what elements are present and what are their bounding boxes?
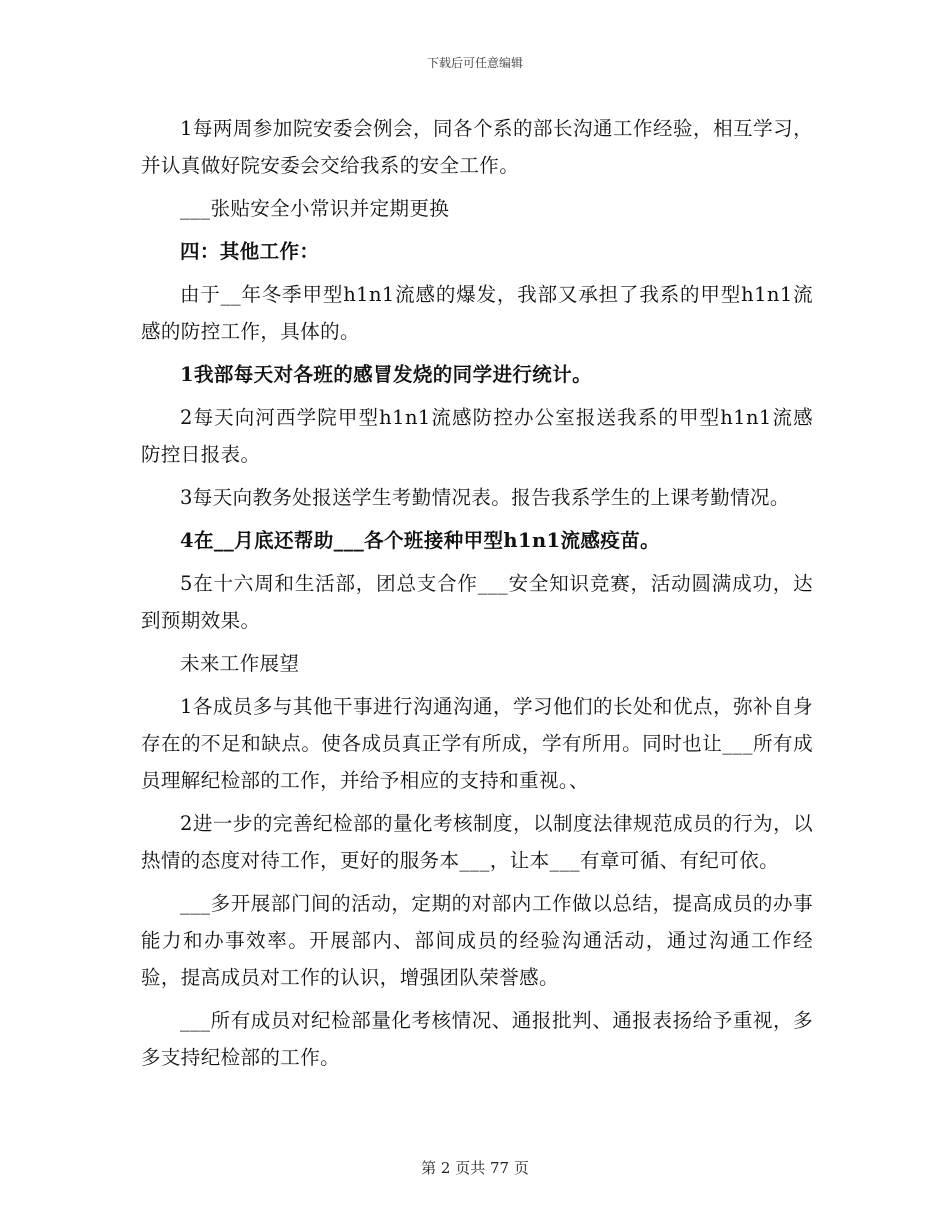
- paragraph: 2每天向河西学院甲型h1n1流感防控办公室报送我系的甲型h1n1流感防控日报表。: [141, 406, 813, 466]
- paragraph: 5在十六周和生活部，团总支合作___安全知识竞赛，活动圆满成功，达到预期效果。: [141, 572, 813, 632]
- page-number-footer: 第 2 页共 77 页: [421, 1159, 529, 1177]
- paragraph: ___张贴安全小常识并定期更换: [180, 197, 450, 220]
- paragraph: 1各成员多与其他干事进行沟通沟通，学习他们的长处和优点，弥补自身存在的不足和缺点。使各成员真正学有所成，学有所用。同时也让___所有成员理解纪检部的工作，并给予相应的支持和重视。、: [141, 695, 813, 792]
- paragraph: 1每两周参加院安委会例会，同各个系的部长沟通工作经验，相互学习，并认真做好院安委会交给我系的安全工作。: [141, 117, 813, 177]
- paragraph-bold: 4在__月底还帮助___各个班接种甲型h1n1流感疫苗。: [180, 529, 661, 552]
- paragraph: 2进一步的完善纪检部的量化考核制度，以制度法律规范成员的行为，以热情的态度对待工作，更好的服务本___，让本___有章可循、有纪可依。: [141, 812, 813, 872]
- section-heading: 四：其他工作：: [180, 240, 320, 263]
- page-header-note: 下载后可任意编辑: [426, 56, 523, 70]
- section-heading: 未来工作展望: [180, 652, 300, 675]
- paragraph: ___所有成员对纪检部量化考核情况、通报批判、通报表扬给予重视，多多支持纪检部的工作。: [141, 1009, 813, 1069]
- paragraph: 由于__年冬季甲型h1n1流感的爆发，我部又承担了我系的甲型h1n1流感的防控工作，具体的。: [141, 283, 813, 343]
- document-body: [141, 110, 813, 1082]
- paragraph: ___多开展部门间的活动，定期的对部内工作做以总结，提高成员的办事能力和办事效率。开展部内、部间成员的经验沟通活动，通过沟通工作经验，提高成员对工作的认识，增强团队荣誉感。: [141, 892, 813, 989]
- paragraph: 3每天向教务处报送学生考勤情况表。报告我系学生的上课考勤情况。: [180, 486, 790, 509]
- paragraph-bold: 1我部每天对各班的感冒发烧的同学进行统计。: [180, 363, 592, 386]
